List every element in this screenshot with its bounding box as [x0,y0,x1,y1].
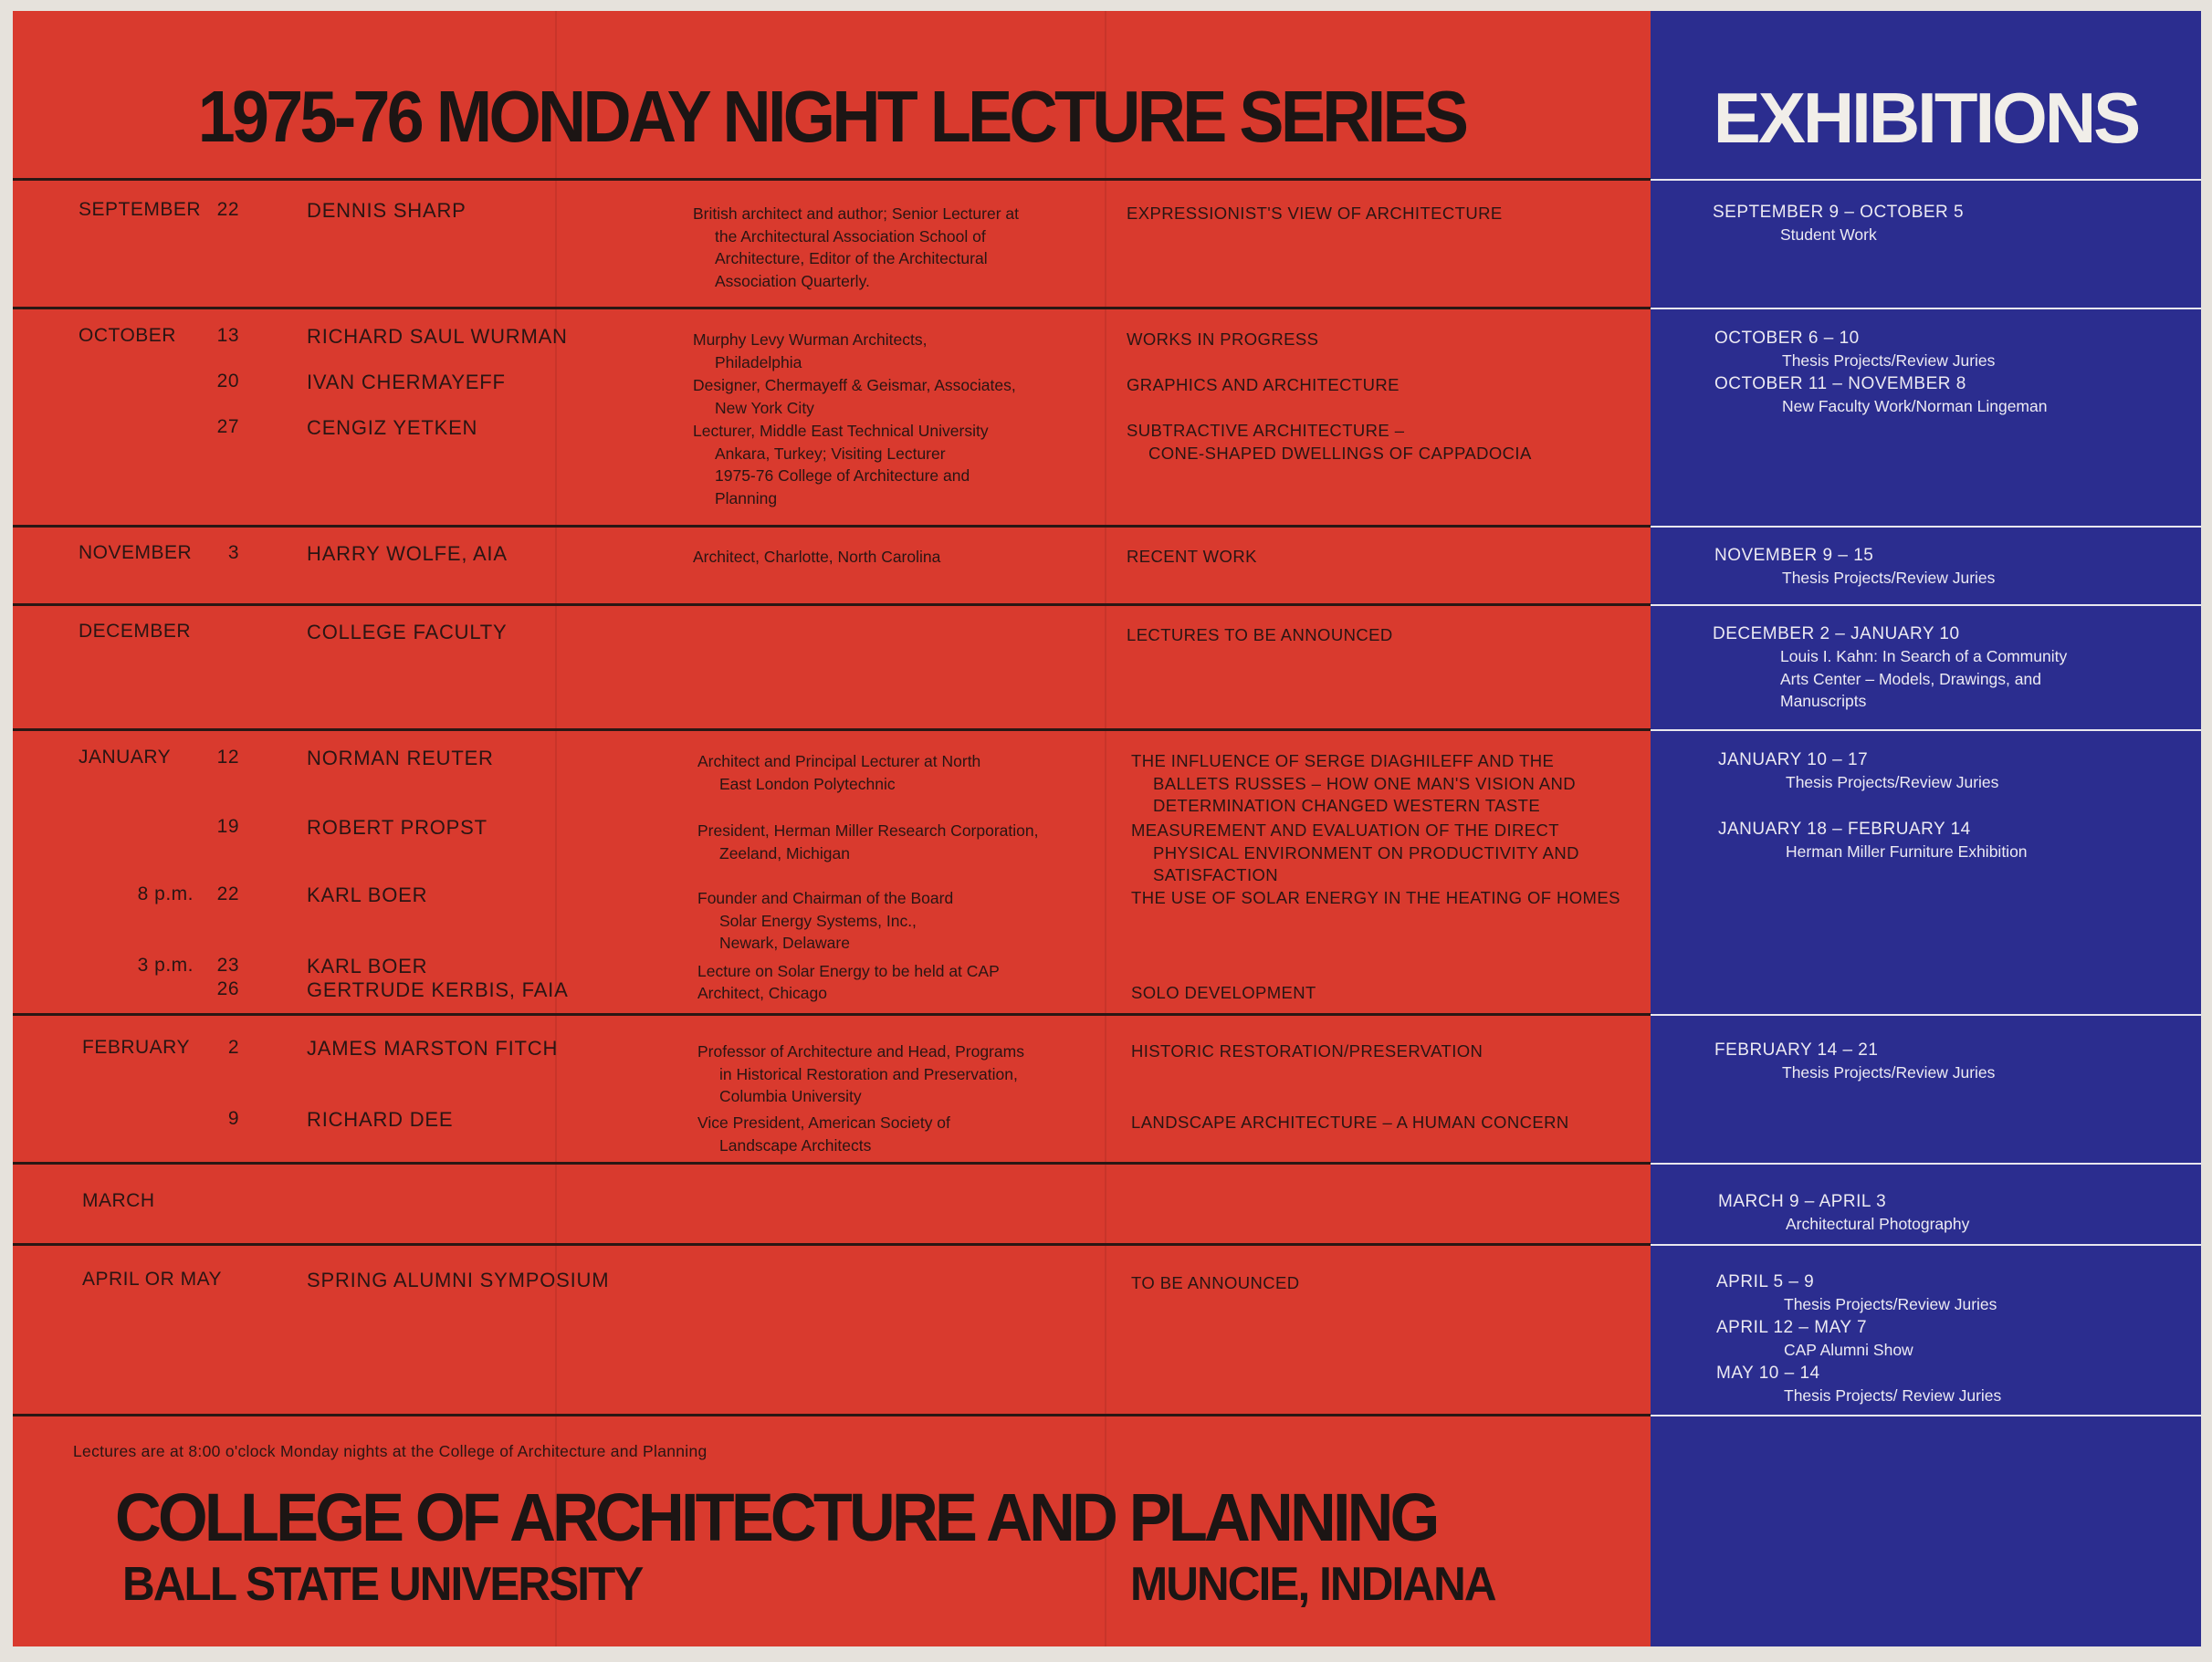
speaker-name: SPRING ALUMNI SYMPOSIUM [307,1269,610,1291]
lecture-topic: THE INFLUENCE OF SERGE DIAGHILEFF AND THE BALLETS RUSSES – HOW ONE MAN'S VISION AND DETERMINATION CHANGED WESTERN TASTE [1131,751,1577,815]
month-label: JANUARY [79,747,172,768]
speaker-name: DENNIS SHARP [307,199,467,222]
exhibition-entry: MAY 10 – 14 Thesis Projects/ Review Juries [1716,1364,2002,1405]
lecture-topic: GRAPHICS AND ARCHITECTURE [1127,375,1400,394]
speaker-description: Professor of Architecture and Head, Programs in Historical Restoration and Preservation, Columbia University [697,1042,1024,1105]
speaker-description: Architect and Principal Lecturer at North East London Polytechnic [697,752,981,793]
exhibition-divider [1651,1014,2201,1016]
lecture-topic: THE USE OF SOLAR ENERGY IN THE HEATING OF HOMES [1131,888,1620,907]
speaker-name: HARRY WOLFE, AIA [307,542,508,565]
exhibition-divider [1651,526,2201,528]
speaker-description: Murphy Levy Wurman Architects, Philadelphia [693,330,928,371]
lecture-topic: MEASUREMENT AND EVALUATION OF THE DIRECT PHYSICAL ENVIRONMENT ON PRODUCTIVITY AND SATISFACTION [1131,821,1579,884]
exhibition-divider [1651,179,2201,181]
speaker-name: CENGIZ YETKEN [307,416,478,439]
fold-line [555,11,557,1646]
lecture-day: 3 [227,542,239,563]
month-label: DECEMBER [79,621,192,642]
exhibitions-title: EXHIBITIONS [1713,78,2139,158]
speaker-description: President, Herman Miller Research Corporation, Zeeland, Michigan [697,821,1039,862]
lecture-day: 9 [227,1108,239,1129]
lecture-day: 20 [216,371,239,392]
row-divider [13,1243,1651,1246]
exhibition-divider [1651,1244,2201,1246]
speaker-name: KARL BOER [307,883,428,906]
row-divider [13,1162,1651,1165]
lecture-day: 19 [216,816,239,837]
exhibition-entry: DECEMBER 2 – JANUARY 10 Louis I. Kahn: In Search of a Community Arts Center – Models, Drawings, and Manuscripts [1713,624,2068,710]
month-label: APRIL OR MAY [82,1269,223,1290]
speaker-name: RICHARD DEE [307,1108,454,1131]
lecture-topic: RECENT WORK [1127,547,1257,566]
lecture-time: 8 p.m. [137,883,194,904]
city-name: MUNCIE, INDIANA [1130,1558,1495,1611]
exhibition-entry: JANUARY 18 – FEBRUARY 14 Herman Miller Furniture Exhibition [1718,820,2028,861]
university-name: BALL STATE UNIVERSITY [122,1558,643,1611]
exhibition-divider [1651,729,2201,731]
lecture-topic: EXPRESSIONIST'S VIEW OF ARCHITECTURE [1127,204,1503,223]
speaker-name: IVAN CHERMAYEFF [307,371,506,393]
month-label: OCTOBER [79,325,176,346]
month-label: NOVEMBER [79,542,193,563]
lecture-day: 22 [216,199,239,220]
speaker-description: Vice President, American Society of Landscape Architects [697,1113,950,1155]
lecture-day: 22 [216,883,239,904]
row-divider [13,1013,1651,1016]
lecture-topic: LANDSCAPE ARCHITECTURE – A HUMAN CONCERN [1131,1113,1569,1132]
speaker-description: Founder and Chairman of the Board Solar Energy Systems, Inc., Newark, Delaware [697,889,954,952]
speaker-description: Lecture on Solar Energy to be held at CAP [697,962,1000,980]
lecture-time: 3 p.m. [137,955,194,976]
speaker-description: Architect, Chicago [697,984,828,1002]
speaker-name: COLLEGE FACULTY [307,621,508,643]
lecture-topic: HISTORIC RESTORATION/PRESERVATION [1131,1041,1483,1061]
lecture-day: 27 [216,416,239,437]
exhibition-entry: OCTOBER 6 – 10 Thesis Projects/Review Juries [1714,329,1996,370]
lecture-topic: SOLO DEVELOPMENT [1131,983,1316,1002]
speaker-name: ROBERT PROPST [307,816,487,839]
speaker-description: Lecturer, Middle East Technical University Ankara, Turkey; Visiting Lecturer 1975-76 College of Architecture and Planning [693,422,989,507]
lecture-day: 13 [216,325,239,346]
exhibition-divider [1651,1415,2201,1416]
lecture-topic: TO BE ANNOUNCED [1131,1273,1300,1292]
exhibition-entry: MARCH 9 – APRIL 3 Architectural Photography [1718,1192,1970,1233]
month-label: FEBRUARY [82,1037,190,1058]
lecture-topic: WORKS IN PROGRESS [1127,329,1319,349]
row-divider [13,728,1651,731]
exhibition-divider [1651,308,2201,309]
exhibition-entry: SEPTEMBER 9 – OCTOBER 5 Student Work [1713,203,1965,244]
row-divider [13,307,1651,309]
lecture-series-title: 1975-76 MONDAY NIGHT LECTURE SERIES [197,76,1466,157]
speaker-name: KARL BOER [307,955,428,977]
exhibition-entry: OCTOBER 11 – NOVEMBER 8 New Faculty Work/Norman Lingeman [1714,374,2048,415]
exhibition-entry: FEBRUARY 14 – 21 Thesis Projects/Review Juries [1714,1040,1996,1082]
lecture-time-note: Lectures are at 8:00 o'clock Monday nights at the College of Architecture and Planning [73,1442,708,1460]
exhibition-entry: APRIL 12 – MAY 7 CAP Alumni Show [1716,1318,1913,1359]
lecture-day: 23 [216,955,239,976]
speaker-description: British architect and author; Senior Lecturer at the Architectural Association School of Architecture, Editor of the Architectural Association Quarterly. [693,204,1019,290]
exhibition-divider [1651,1163,2201,1165]
college-name: COLLEGE OF ARCHITECTURE AND PLANNING [115,1479,1437,1555]
lecture-day: 2 [227,1037,239,1058]
row-divider [13,525,1651,528]
brochure-sheet [13,11,2201,1646]
exhibition-divider [1651,604,2201,606]
row-divider [13,178,1651,181]
speaker-name: GERTRUDE KERBIS, FAIA [307,978,569,1001]
speaker-name: NORMAN REUTER [307,747,494,769]
lecture-day: 12 [216,747,239,768]
fold-line [1105,11,1106,1646]
lecture-topic: LECTURES TO BE ANNOUNCED [1127,625,1393,644]
speaker-description: Architect, Charlotte, North Carolina [693,548,941,566]
row-divider [13,1414,1651,1416]
speaker-description: Designer, Chermayeff & Geismar, Associates, New York City [693,376,1016,417]
month-label: SEPTEMBER [79,199,202,220]
speaker-name: JAMES MARSTON FITCH [307,1037,559,1060]
exhibition-entry: NOVEMBER 9 – 15 Thesis Projects/Review Juries [1714,546,1996,587]
exhibition-entry: APRIL 5 – 9 Thesis Projects/Review Juries [1716,1272,1997,1313]
lecture-topic: SUBTRACTIVE ARCHITECTURE – CONE-SHAPED DWELLINGS OF CAPPADOCIA [1127,421,1532,463]
month-label: MARCH [82,1190,155,1211]
exhibition-entry: JANUARY 10 – 17 Thesis Projects/Review Juries [1718,750,1999,791]
lecture-day: 26 [216,978,239,999]
speaker-name: RICHARD SAUL WURMAN [307,325,568,348]
row-divider [13,603,1651,606]
